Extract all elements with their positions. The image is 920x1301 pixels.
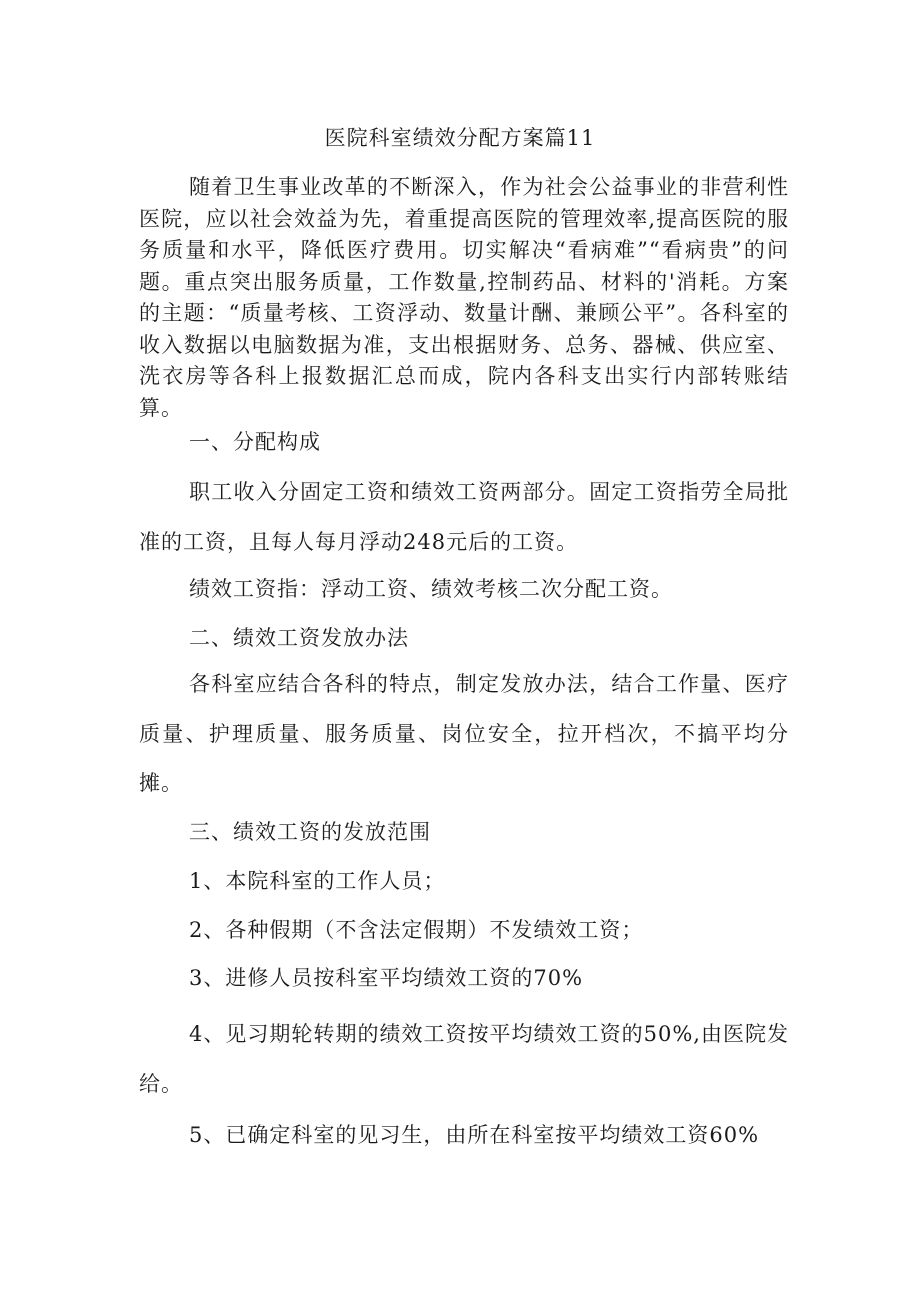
list-item-staff: 1、本院科室的工作人员； xyxy=(189,869,446,893)
intro-paragraph: 随着卫生事业改革的不断深入，作为社会公益事业的非营利性医院，应以社会效益为先，着重提高医院的管理效率,提高医院的服务质量和水平，降低医疗费用。切实解决“看病难”“看病贵”的问题。重点突出服务质量，工作数量,控制药品、材料的'消耗。方案的主题：“质量考核、工资浮动、数量计酬、兼顾公平”。各科室的收入数据以电脑数据为准，支出根据财务、总务、器械、供应室、洗衣房等各科上报数据汇总而成，院内各科支出实行内部转账结算。 xyxy=(139,175,789,420)
paragraph-income-composition: 职工收入分固定工资和绩效工资两部分。固定工资指劳全局批准的工资，且每人每月浮动248元后的工资。 xyxy=(139,480,789,554)
list-item-intern: 5、已确定科室的见习生，由所在科室按平均绩效工资60% xyxy=(189,1123,760,1147)
list-item-leave: 2、各种假期（不含法定假期）不发绩效工资； xyxy=(189,918,644,942)
paragraph-performance-pay-definition: 绩效工资指：浮动工资、绩效考核二次分配工资。 xyxy=(189,577,673,601)
section-heading-payment-scope: 三、绩效工资的发放范围 xyxy=(189,820,431,844)
section-heading-payment-method: 二、绩效工资发放办法 xyxy=(189,626,409,650)
list-item-trainee: 3、进修人员按科室平均绩效工资的70% xyxy=(189,966,584,990)
section-heading-distribution: 一、分配构成 xyxy=(189,430,321,454)
document-title: 医院科室绩效分配方案篇11 xyxy=(324,126,596,150)
list-item-probation: 4、见习期轮转期的绩效工资按平均绩效工资的50%,由医院发给。 xyxy=(139,1022,789,1096)
paragraph-payment-method: 各科室应结合各科的特点，制定发放办法，结合工作量、医疗质量、护理质量、服务质量、岗位安全，拉开档次，不搞平均分摊。 xyxy=(139,672,789,795)
